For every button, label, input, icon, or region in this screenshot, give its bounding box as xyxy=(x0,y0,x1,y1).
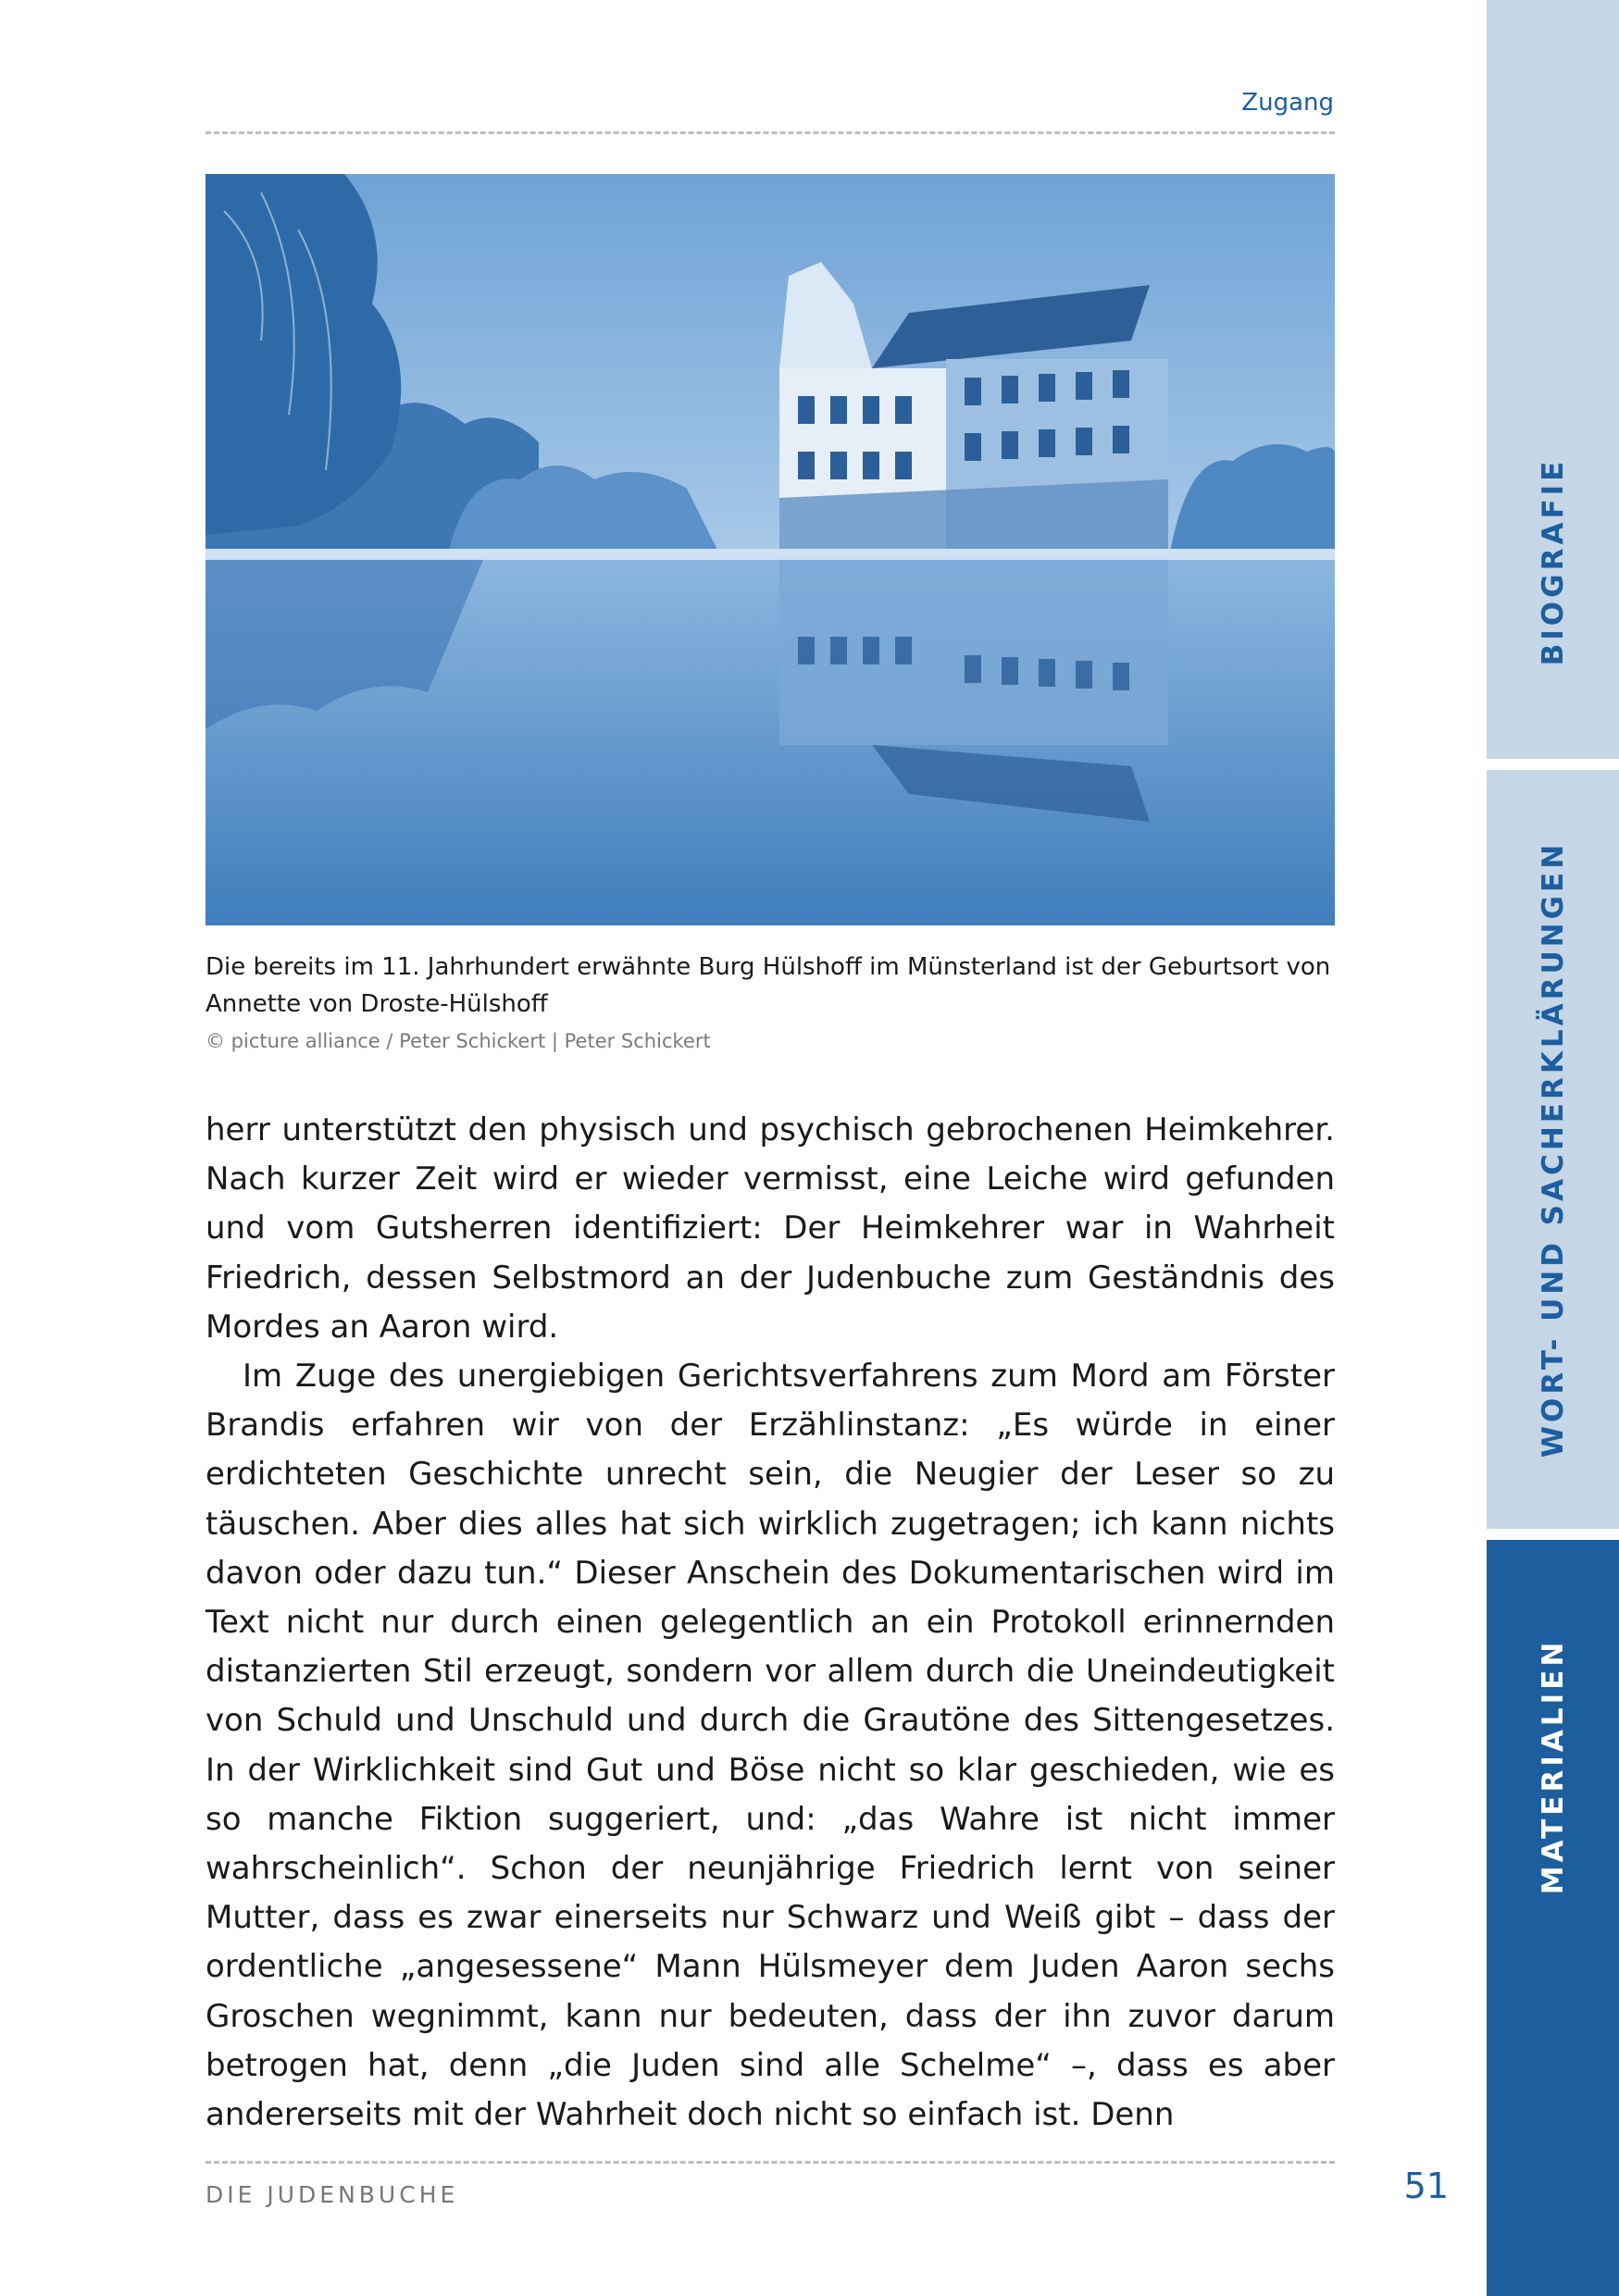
body-text xyxy=(205,1106,1335,2140)
tab-biografie-label: BIOGRAFIE xyxy=(1536,457,1570,666)
paragraph: Im Zuge des unergiebigen Gerichtsverfahrens zum Mord am Förster Brandis erfahren wir von der Erzählinstanz: „Es würde in einer erdichteten Geschichte unrecht sein, die Neugier der Leser so zu täuschen. Aber dies alles hat sich wirklich zugetragen; ich kann nichts davon oder dazu tun.“ Dieser Anschein des Dokumentarischen wird im Text nicht nur durch einen gelegentlich an ein Protokoll erinnernden distanzierten Stil erzeugt, sondern vor allem durch die Uneindeutigkeit von Schuld und Unschuld und durch die Grautöne des Sittengesetzes. In der Wirklichkeit sind Gut und Böse nicht so klar geschieden, wie es so manche Fiktion suggeriert, und: „das Wahre ist nicht immer wahrscheinlich“. Schon der neunjährige Friedrich lernt von seiner Mutter, dass es zwar einerseits nur Schwarz und Weiß gibt – dass der ordentliche „angesessene“ Mann Hülsmeyer dem Juden Aaron sechs Groschen wegnimmt, kann nur bedeuten, dass der ihn zuvor darum betrogen hat, denn „die Juden sind alle Schelme“ –, dass es aber andererseits mit der Wahrheit doch nicht so einfach ist. Denn xyxy=(205,1358,1335,2134)
paragraph: herr unterstützt den physisch und psychisch gebrochenen Heimkehrer. Nach kurzer Zeit wird er wieder vermisst, eine Leiche wird gefunden und vom Gutsherren identifiziert: Der Heimkehrer war in Wahrheit Friedrich, dessen Selbstmord an der Judenbuche zum Geständnis des Mordes an Aaron wird. xyxy=(205,1111,1335,1346)
page-number: 51 xyxy=(1403,2166,1449,2206)
tab-wort-label: WORT- UND SACHERKLÄRUNGEN xyxy=(1536,840,1570,1458)
header-divider xyxy=(205,131,1335,134)
running-header-section: Zugang xyxy=(1241,89,1334,117)
figure-credit: © picture alliance / Peter Schickert | Peter Schickert xyxy=(205,1030,711,1052)
tab-materialien[interactable] xyxy=(1487,1540,1619,2296)
tab-wort-und-sacherklaerungen[interactable] xyxy=(1487,770,1619,1529)
castle-shape xyxy=(779,262,1168,553)
tab-materialien-label: MATERIALIEN xyxy=(1536,1638,1570,1895)
footer-divider xyxy=(205,2161,1335,2164)
figure-caption: Die bereits im 11. Jahrhundert erwähnte Burg Hülshoff im Münsterland ist der Geburtsort von Annette von Droste-Hülshoff xyxy=(205,953,1331,1018)
tab-biografie[interactable] xyxy=(1487,0,1619,759)
castle-photo xyxy=(205,174,1335,925)
footer-book-title: DIE JUDENBUCHE xyxy=(205,2181,459,2208)
